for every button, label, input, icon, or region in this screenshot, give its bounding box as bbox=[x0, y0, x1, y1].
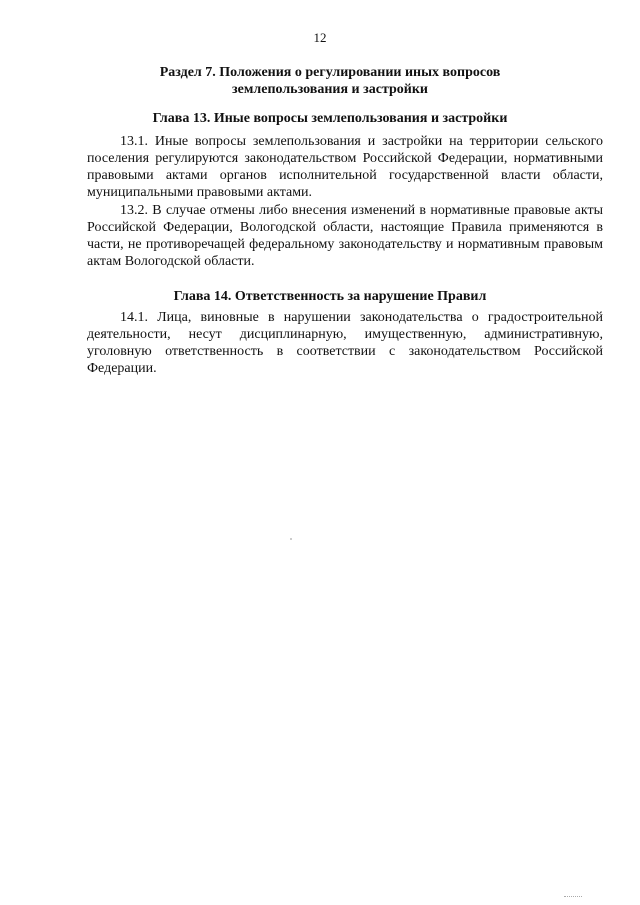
section-title-line-2: землепользования и застройки bbox=[232, 82, 428, 97]
paragraph-13-2: 13.2. В случае отмены либо внесения изменений в нормативные правовые акты Российской Федерации, Вологодской области, настоящие Правила применяются в части, не противоречащей федеральному законодательству и нормативным правовым актам Вологодской области. bbox=[87, 203, 603, 269]
paragraph-13-1: 13.1. Иные вопросы землепользования и застройки на территории сельского поселения регулируются законодательством Российской Федерации, нормативными правовыми актами органов исполнительной государственной власти области, муниципальными правовыми актами. bbox=[87, 134, 603, 200]
scan-artifact-bottom bbox=[564, 896, 582, 901]
section-title-line-1: Раздел 7. Положения о регулировании иных вопросов bbox=[159, 65, 501, 80]
section-title bbox=[80, 64, 580, 98]
paragraph-14-1: 14.1. Лица, виновные в нарушении законодательства о градостроительной деятельности, несут дисциплинарную, имущественную, административную, уголовную ответственность в соответствии с законодательством Российской Федерации. bbox=[87, 310, 603, 376]
scan-artifact bbox=[578, 0, 590, 4]
chapter-14-title: Глава 14. Ответственность за нарушение Правил bbox=[173, 289, 487, 304]
chapter-13-title: Глава 13. Иные вопросы землепользования и застройки bbox=[152, 111, 508, 126]
scan-artifact-dot bbox=[290, 538, 292, 540]
page-number: 12 bbox=[313, 30, 327, 45]
